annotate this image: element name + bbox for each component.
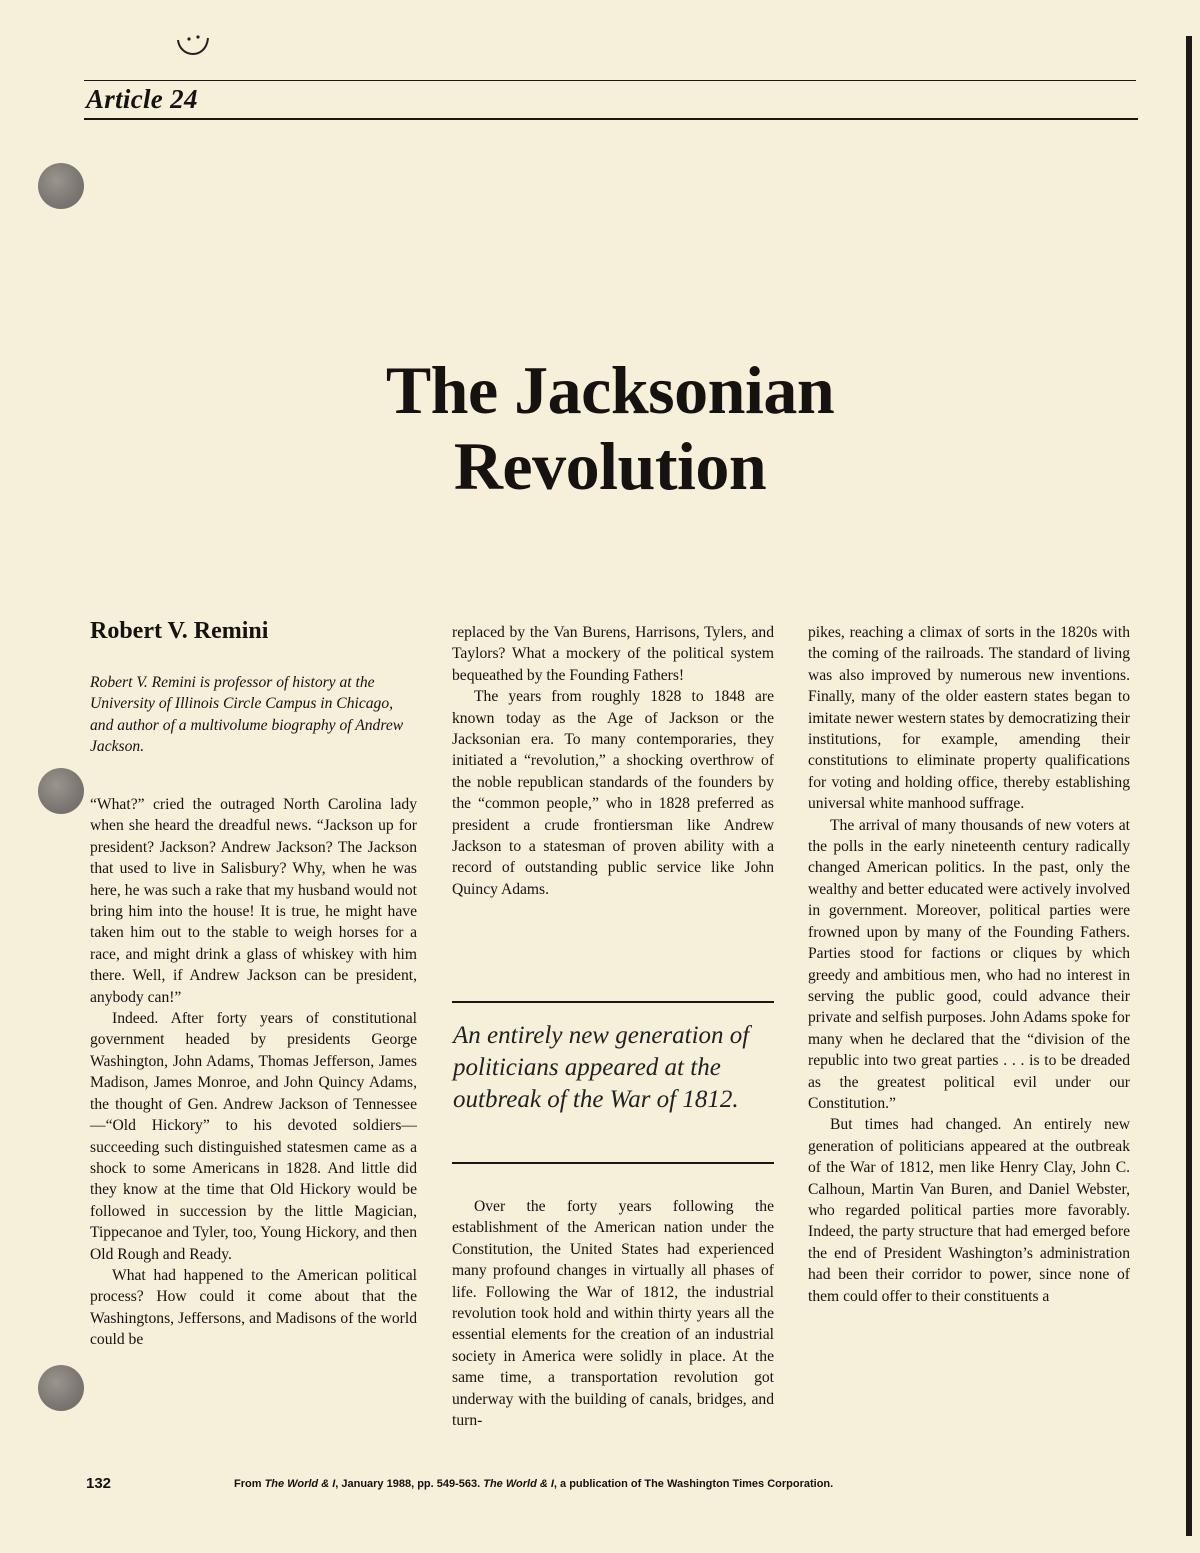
header-bottom-rule xyxy=(84,118,1138,120)
punch-hole-bottom xyxy=(38,1365,84,1411)
col3-paragraph-1: pikes, reaching a climax of sorts in the 1820s with the coming of the railroads. The standard of living was also improved by numerous new inventions. Finally, many of the older eastern states began to imitate newer western states by democratizing their institutions, for example, amending their constitutions to eliminate property qualifications for voting and holding office, thereby establishing universal white manhood suffrage. xyxy=(808,624,1130,813)
credit-publication-2: The World & I xyxy=(483,1478,554,1490)
col3-paragraph-2: The arrival of many thousands of new voters at the polls in the early nineteenth century radically changed American politics. In the past, only the wealthy and better educated were actively involved in government. Moreover, political parties were frowned upon by many of the Founding Fathers. Parties stood for factions or cliques by which greedy and ambitious men, who had no interest in serving the public good, could advance their private and selfish purposes. John Adams spoke for many when he declared that the “division of the republic into two great parties . . . is to be dreaded as the greatest political evil under our Constitution.” xyxy=(808,816,1130,1112)
credit-end: , a publication of The Washington Times Corporation. xyxy=(553,1478,834,1490)
pull-quote: An entirely new generation of politicians appeared at the outbreak of the War of 1812. xyxy=(453,1022,750,1113)
credit-from: From xyxy=(234,1478,265,1490)
column-2-bottom xyxy=(452,1196,774,1431)
page-edge-shadow xyxy=(1186,36,1192,1536)
credit-publication-1: The World & I xyxy=(264,1478,336,1490)
column-3 xyxy=(808,622,1130,1307)
credit-middle: , January 1988, pp. 549-563. xyxy=(335,1478,484,1490)
col2-paragraph-1: replaced by the Van Burens, Harrisons, Tylers, and Taylors? What a mockery of the political system bequeathed by the Founding Fathers! xyxy=(452,624,774,684)
col1-paragraph-3: What had happened to the American political process? How could it come about that the Washingtons, Jeffersons, and Madisons of the world could be xyxy=(90,1266,417,1349)
title-line-1: The Jacksonian xyxy=(385,352,835,428)
author-name: Robert V. Remini xyxy=(90,618,269,644)
column-2-top xyxy=(452,622,774,900)
pullquote-top-rule xyxy=(452,1001,774,1003)
pullquote-bottom-rule xyxy=(452,1162,774,1164)
col1-paragraph-2: Indeed. After forty years of constitutional government headed by presidents George Washington, John Adams, Thomas Jefferson, James Madison, James Monroe, and John Quincy Adams, the thought of Gen. Andrew Jackson of Tennessee—“Old Hickory” to his devoted soldiers—succeeding such distinguished statesmen came as a shock to some Americans in 1828. And little did they know at the time that Old Hickory would be followed in succession by the little Magician, Tippecanoe and Tyler, too, Young Hickory, and then Old Rough and Ready. xyxy=(90,1010,417,1263)
col2-paragraph-2: The years from roughly 1828 to 1848 are known today as the Age of Jackson or the Jacksonian era. To many contemporaries, they initiated a “revolution,” a shocking overthrow of the noble republican standards of the founders by the “common people,” who in 1828 preferred as president a crude frontiersman like Andrew Jackson to a statesman of proven ability with a record of outstanding public service like John Quincy Adams. xyxy=(452,688,774,898)
article-label: Article 24 xyxy=(86,84,198,114)
source-credit xyxy=(234,1478,833,1490)
smiley-doodle-icon xyxy=(172,26,214,66)
punch-hole-top xyxy=(38,163,84,209)
col3-paragraph-3: But times had changed. An entirely new generation of politicians appeared at the outbreak of the War of 1812, men like Henry Clay, John C. Calhoun, Martin Van Buren, and Daniel Webster, who regarded political parties more favorably. Indeed, the party structure that had emerged before the end of President Washington’s administration had been their corridor to power, since none of them could offer to their constituents a xyxy=(808,1116,1130,1305)
title-line-2: Revolution xyxy=(453,428,767,504)
punch-hole-middle xyxy=(38,768,84,814)
col1-paragraph-1: “What?” cried the outraged North Carolina lady when she heard the dreadful news. “Jackson up for president? Jackson? Andrew Jackson? The Jackson that used to live in Salisbury? Why, when he was here, he was such a rake that my husband would not bring him into the house! It is true, he might have taken him out to the stable to weigh horses for a race, and might drink a glass of whiskey with him there. Well, if Andrew Jackson can be president, anybody can!” xyxy=(90,796,417,1006)
author-bio: Robert V. Remini is professor of history at the University of Illinois Circle Campus in Chicago, and author of a multivolume biography of Andrew Jackson. xyxy=(90,674,404,756)
header-top-rule xyxy=(84,80,1136,81)
article-title xyxy=(290,352,930,504)
col2-paragraph-3: Over the forty years following the establishment of the American nation under the Constitution, the United States had experienced many profound changes in virtually all phases of life. Following the War of 1812, the industrial revolution took hold and within thirty years all the essential elements for the creation of an industrial society in America were solidly in place. At the same time, a transportation revolution got underway with the building of canals, bridges, and turn- xyxy=(452,1198,774,1430)
page-number: 132 xyxy=(86,1475,112,1492)
column-1 xyxy=(90,794,417,1351)
